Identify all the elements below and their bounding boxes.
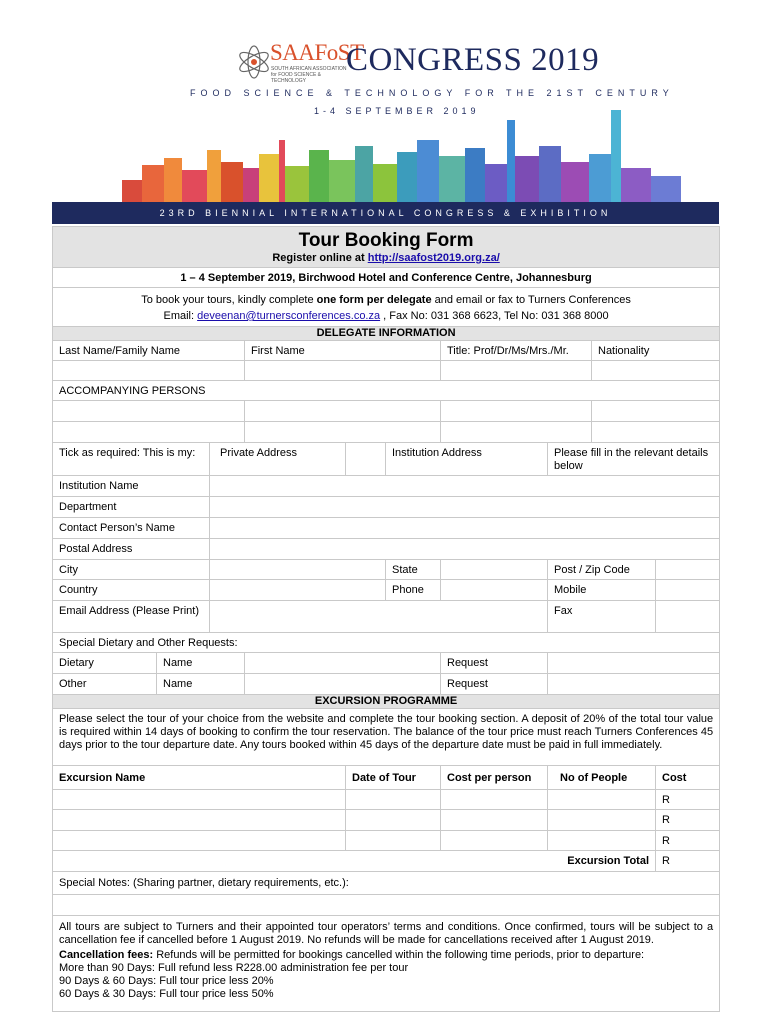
special-notes-input[interactable] <box>53 895 720 916</box>
excursion-section-title: EXCURSION PROGRAMME <box>53 695 720 709</box>
col-date-of-tour: Date of Tour <box>346 766 441 790</box>
accompanying-title-1[interactable] <box>441 401 592 422</box>
other-name-input[interactable] <box>245 674 441 695</box>
department-input[interactable] <box>210 497 720 518</box>
col-nationality: Nationality <box>592 341 720 361</box>
atom-logo-icon <box>234 42 274 82</box>
excursion-cost-pp-input-1[interactable] <box>441 790 548 810</box>
last-name-input[interactable] <box>53 361 245 381</box>
tick-label: Tick as required: This is my: <box>53 443 210 476</box>
accompanying-first-name-1[interactable] <box>245 401 441 422</box>
contact-person-input[interactable] <box>210 518 720 539</box>
total-spacer <box>53 851 548 872</box>
form-title: Tour Booking Form <box>298 230 474 251</box>
venue-line: 1 – 4 September 2019, Birchwood Hotel and Conference Centre, Johannesburg <box>53 268 720 288</box>
form-title-cell <box>53 227 720 268</box>
terms-block <box>53 916 720 1012</box>
tour-booking-form <box>52 226 720 1012</box>
dietary-request-label: Request <box>441 653 548 674</box>
excursion-total[interactable]: R <box>656 851 720 872</box>
post-zip-input[interactable] <box>656 560 720 580</box>
congress-dates: 1-4 SEPTEMBER 2019 <box>314 106 480 116</box>
col-first-name: First Name <box>245 341 441 361</box>
state-label: State <box>386 560 441 580</box>
contact-person-label: Contact Person’s Name <box>53 518 210 539</box>
register-prefix: Register online at <box>272 252 368 264</box>
country-label: Country <box>53 580 210 601</box>
dietary-request-input[interactable] <box>548 653 720 674</box>
col-cost: Cost <box>656 766 720 790</box>
col-excursion-name: Excursion Name <box>53 766 346 790</box>
other-name-label: Name <box>157 674 245 695</box>
email-address-input[interactable] <box>210 601 548 633</box>
title-input[interactable] <box>441 361 592 381</box>
excursion-date-input-2[interactable] <box>346 810 441 831</box>
special-notes-label: Special Notes: (Sharing partner, dietary requirements, etc.): <box>53 872 720 895</box>
excursion-cost-pp-input-3[interactable] <box>441 831 548 851</box>
institution-address-label: Institution Address <box>386 443 548 476</box>
country-input[interactable] <box>210 580 386 601</box>
excursion-date-input-1[interactable] <box>346 790 441 810</box>
excursion-cost-1[interactable]: R <box>656 790 720 810</box>
fee-line-3: 60 Days & 30 Days: Full tour price less 50% <box>59 988 274 1000</box>
other-label: Other <box>53 674 157 695</box>
email-address-label: Email Address (Please Print) <box>53 601 210 633</box>
other-request-label: Request <box>441 674 548 695</box>
postal-address-input[interactable] <box>210 539 720 560</box>
congress-header <box>52 30 719 230</box>
congress-title: CONGRESS 2019 <box>346 42 600 78</box>
phone-label: Phone <box>386 580 441 601</box>
excursion-name-input-2[interactable] <box>53 810 346 831</box>
department-label: Department <box>53 497 210 518</box>
city-skyline-illustration <box>112 110 692 204</box>
accompanying-nationality-1[interactable] <box>592 401 720 422</box>
excursion-cost-3[interactable]: R <box>656 831 720 851</box>
one-form-note: one form per delegate <box>316 294 432 306</box>
excursion-name-input-3[interactable] <box>53 831 346 851</box>
excursion-people-input-3[interactable] <box>548 831 656 851</box>
dietary-name-input[interactable] <box>245 653 441 674</box>
mobile-input[interactable] <box>656 580 720 601</box>
first-name-input[interactable] <box>245 361 441 381</box>
accompanying-title-2[interactable] <box>441 422 592 443</box>
booking-instructions: To book your tours, kindly complete one form per delegate and email or fax to Turners Conferences Email: deveenan@turnersconferences.co.za , Fax No: 031 368 6623, Tel No: 031 368 8000 <box>53 288 720 327</box>
accompanying-last-name-2[interactable] <box>53 422 245 443</box>
excursion-intro: Please select the tour of your choice from the website and complete the tour booking section. A deposit of 20% of the total tour value is required within 14 days of booking to confirm the tour reservation. The balance of the tour price must reach Turners Conferences 45 days prior to the tour departure date. Any tours booked within 45 days of the departure date must be paid in full immediately. <box>53 709 720 766</box>
col-cost-per-person: Cost per person <box>441 766 548 790</box>
accompanying-last-name-1[interactable] <box>53 401 245 422</box>
other-request-input[interactable] <box>548 674 720 695</box>
register-link[interactable]: http://saafost2019.org.za/ <box>367 252 500 264</box>
excursion-cost-pp-input-2[interactable] <box>441 810 548 831</box>
fee-line-1: More than 90 Days: Full refund less R228.00 administration fee per tour <box>59 962 409 974</box>
email-link[interactable]: deveenan@turnersconferences.co.za <box>197 310 381 322</box>
fill-details-note: Please fill in the relevant details below <box>548 443 720 476</box>
excursion-name-input-1[interactable] <box>53 790 346 810</box>
private-address-checkbox[interactable] <box>346 443 386 476</box>
accompanying-persons-label: ACCOMPANYING PERSONS <box>53 381 720 401</box>
phone-input[interactable] <box>441 580 548 601</box>
delegate-section-title: DELEGATE INFORMATION <box>53 327 720 341</box>
special-requests-label: Special Dietary and Other Requests: <box>53 633 720 653</box>
excursion-cost-2[interactable]: R <box>656 810 720 831</box>
accompanying-nationality-2[interactable] <box>592 422 720 443</box>
col-no-of-people: No of People <box>548 766 656 790</box>
col-last-name: Last Name/Family Name <box>53 341 245 361</box>
nationality-input[interactable] <box>592 361 720 381</box>
excursion-date-input-3[interactable] <box>346 831 441 851</box>
logo-subtitle: SOUTH AFRICAN ASSOCIATION for FOOD SCIENCE & TECHNOLOGY <box>271 66 347 84</box>
institution-name-input[interactable] <box>210 476 720 497</box>
terms-text: All tours are subject to Turners and their appointed tour operators’ terms and conditions. Once confirmed, tours will be subject to a cancellation fee if cancelled before 1 August 2019. No refunds will be made for cancellations received after 1 August 2019. <box>59 921 714 946</box>
mobile-label: Mobile <box>548 580 656 601</box>
private-address-label: Private Address <box>210 443 346 476</box>
excursion-total-label: Excursion Total <box>548 851 656 872</box>
accompanying-first-name-2[interactable] <box>245 422 441 443</box>
state-input[interactable] <box>441 560 548 580</box>
logo-name: SAAFoST <box>270 40 364 65</box>
excursion-people-input-1[interactable] <box>548 790 656 810</box>
institution-name-label: Institution Name <box>53 476 210 497</box>
fax-input[interactable] <box>656 601 720 633</box>
congress-banner: 23RD BIENNIAL INTERNATIONAL CONGRESS & EXHIBITION <box>52 202 719 224</box>
city-label: City <box>53 560 210 580</box>
dietary-name-label: Name <box>157 653 245 674</box>
dietary-label: Dietary <box>53 653 157 674</box>
col-title: Title: Prof/Dr/Ms/Mrs./Mr. <box>441 341 592 361</box>
fax-label: Fax <box>548 601 656 633</box>
postal-address-label: Postal Address <box>53 539 210 560</box>
excursion-people-input-2[interactable] <box>548 810 656 831</box>
city-input[interactable] <box>210 560 386 580</box>
cancellation-heading: Cancellation fees: Refunds will be permitted for bookings cancelled within the following time periods, prior to departure: <box>59 949 645 961</box>
fee-line-2: 90 Days & 60 Days: Full tour price less 20% <box>59 975 274 987</box>
tagline: FOOD SCIENCE & TECHNOLOGY FOR THE 21ST CENTURY <box>190 88 674 98</box>
post-zip-label: Post / Zip Code <box>548 560 656 580</box>
